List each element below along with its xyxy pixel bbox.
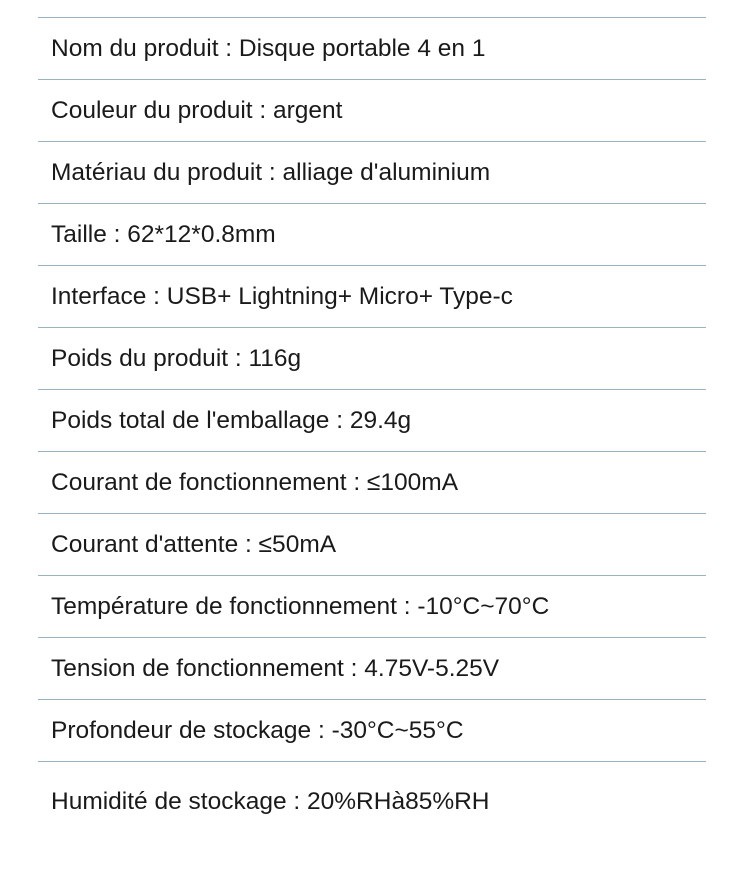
spec-product-material: Matériau du produit : alliage d'aluminium bbox=[38, 142, 706, 204]
spec-operating-current: Courant de fonctionnement : ≤100mA bbox=[38, 452, 706, 514]
spec-standby-current: Courant d'attente : ≤50mA bbox=[38, 514, 706, 576]
spec-product-color: Couleur du produit : argent bbox=[38, 80, 706, 142]
spec-product-name: Nom du produit : Disque portable 4 en 1 bbox=[38, 18, 706, 80]
spec-storage-humidity: Humidité de stockage : 20%RHà85%RH bbox=[51, 788, 490, 815]
spec-list bbox=[38, 17, 706, 842]
spec-operating-temperature: Température de fonctionnement : -10°C~70°C bbox=[38, 576, 706, 638]
spec-operating-voltage: Tension de fonctionnement : 4.75V-5.25V bbox=[38, 638, 706, 700]
spec-interface: Interface : USB+ Lightning+ Micro+ Type-c bbox=[38, 266, 706, 328]
spec-product-weight: Poids du produit : 116g bbox=[38, 328, 706, 390]
spec-storage-depth: Profondeur de stockage : -30°C~55°C bbox=[38, 700, 706, 762]
spec-size: Taille : 62*12*0.8mm bbox=[38, 204, 706, 266]
spec-package-weight: Poids total de l'emballage : 29.4g bbox=[38, 390, 706, 452]
